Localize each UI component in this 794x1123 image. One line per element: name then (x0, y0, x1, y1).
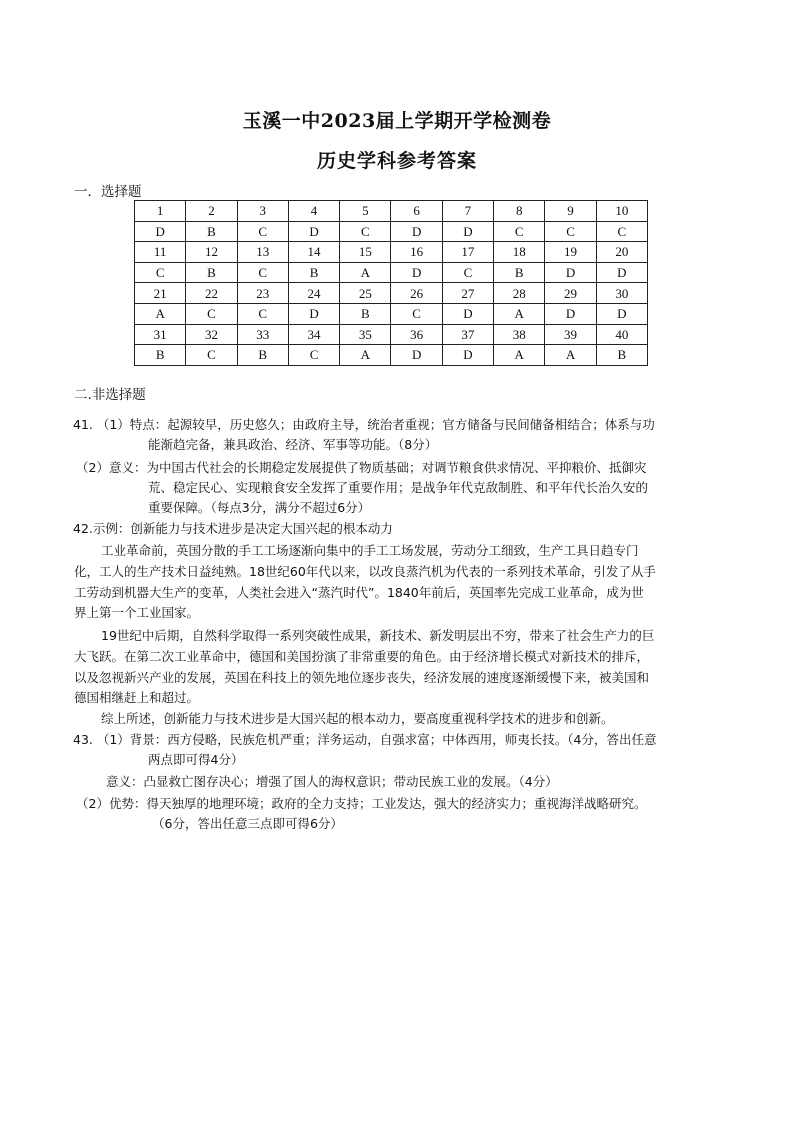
answer-key-row (135, 221, 648, 242)
answer-line: 德国相继赶上和超过。 (74, 690, 200, 705)
question-number-cell: 28 (494, 283, 545, 304)
answer-key-cell: C (237, 262, 288, 283)
question-number-cell: 34 (288, 324, 339, 345)
answer-key-cell: B (186, 262, 237, 283)
answer-key-cell: D (442, 221, 493, 242)
question-number-cell: 11 (135, 242, 186, 263)
question-number-cell: 16 (391, 242, 442, 263)
question-number-cell: 4 (288, 201, 339, 222)
question-number-cell: 13 (237, 242, 288, 263)
answer-key-cell: C (237, 221, 288, 242)
answer-key-cell: D (545, 303, 596, 324)
answer-line: 两点即可得4分） (148, 752, 244, 767)
answer-line: 43. （1）背景：西方侵略，民族危机严重；洋务运动，自强求富；中体西用，师夷长技。（4分，答出任意 (73, 732, 657, 747)
question-number-cell: 22 (186, 283, 237, 304)
answer-key-cell: B (596, 345, 647, 366)
answer-line: （6分，答出任意三点即可得6分） (152, 816, 343, 831)
question-number-cell: 2 (186, 201, 237, 222)
question-number-cell: 30 (596, 283, 647, 304)
question-number-cell: 32 (186, 324, 237, 345)
answer-key-cell: A (545, 345, 596, 366)
question-number-cell: 31 (135, 324, 186, 345)
answer-line: 意义：凸显救亡图存决心；增强了国人的海权意识；带动民族工业的发展。（4分） (106, 774, 558, 789)
answer-key-cell: C (442, 262, 493, 283)
answer-key-cell: A (135, 303, 186, 324)
answer-key-cell: C (494, 221, 545, 242)
answer-key-cell: D (442, 345, 493, 366)
question-number-cell: 29 (545, 283, 596, 304)
answer-key-cell: C (237, 303, 288, 324)
question-number-cell: 3 (237, 201, 288, 222)
question-number-cell: 9 (545, 201, 596, 222)
answer-key-cell: B (186, 221, 237, 242)
answer-key-row (135, 345, 648, 366)
question-number-cell: 17 (442, 242, 493, 263)
question-number-cell: 36 (391, 324, 442, 345)
answer-line: 重要保障。（每点3分，满分不超过6分） (148, 500, 371, 515)
answer-key-cell: B (494, 262, 545, 283)
answer-table (134, 200, 648, 366)
answer-key-cell: C (391, 303, 442, 324)
question-number-cell: 10 (596, 201, 647, 222)
answer-line: 以及忽视新兴产业的发展，英国在科技上的领先地位逐步丧失，经济发展的速度逐渐缓慢下来，被美国和 (74, 670, 650, 685)
question-number-cell: 15 (340, 242, 391, 263)
answer-key-cell: C (545, 221, 596, 242)
answer-line: 综上所述，创新能力与技术进步是大国兴起的根本动力，要高度重视科学技术的进步和创新。 (101, 711, 614, 726)
answer-line: 41. （1）特点：起源较早，历史悠久；由政府主导，统治者重视；官方储备与民间储备相结合；体系与功 (73, 417, 655, 432)
answer-key-cell: A (494, 303, 545, 324)
question-number-row (135, 324, 648, 345)
answer-key-cell: A (340, 345, 391, 366)
answer-key-cell: D (288, 221, 339, 242)
answer-key-cell: D (288, 303, 339, 324)
answer-line: 化，工人的生产技术日益纯熟。18世纪60年代以来，以改良蒸汽机为代表的一系列技术革命，引发了从手 (74, 564, 656, 579)
answer-key-row (135, 303, 648, 324)
answer-key-cell: A (340, 262, 391, 283)
question-number-cell: 7 (442, 201, 493, 222)
answer-key-cell: C (340, 221, 391, 242)
answer-key-cell: B (288, 262, 339, 283)
question-number-cell: 20 (596, 242, 647, 263)
answer-line: 界上第一个工业国家。 (74, 605, 200, 620)
answer-line: 能渐趋完备，兼具政治、经济、军事等功能。（8分） (148, 437, 438, 452)
question-number-cell: 25 (340, 283, 391, 304)
question-number-cell: 40 (596, 324, 647, 345)
answer-key-cell: C (288, 345, 339, 366)
question-number-row (135, 201, 648, 222)
answer-key-cell: D (391, 221, 442, 242)
section-label-choice: 一．选择题 (74, 184, 142, 200)
question-number-cell: 6 (391, 201, 442, 222)
question-number-cell: 8 (494, 201, 545, 222)
page-title: 玉溪一中2023届上学期开学检测卷 (242, 110, 552, 132)
question-number-cell: 14 (288, 242, 339, 263)
answer-key-cell: C (596, 221, 647, 242)
section-label-essay: 二.非选择题 (74, 387, 146, 403)
answer-line: 大飞跃。在第二次工业革命中，德国和美国扮演了非常重要的角色。由于经济增长模式对新技术的排斥， (74, 649, 650, 664)
page-subtitle: 历史学科参考答案 (316, 150, 477, 172)
question-number-cell: 24 (288, 283, 339, 304)
answer-key-cell: B (237, 345, 288, 366)
question-number-cell: 21 (135, 283, 186, 304)
answer-key-row (135, 262, 648, 283)
question-number-cell: 12 (186, 242, 237, 263)
question-number-cell: 26 (391, 283, 442, 304)
question-number-cell: 19 (545, 242, 596, 263)
answer-line: （2）意义：为中国古代社会的长期稳定发展提供了物质基础；对调节粮食供求情况、平抑粮价、抵御灾 (76, 460, 647, 475)
answer-key-cell: C (135, 262, 186, 283)
question-number-cell: 27 (442, 283, 493, 304)
answer-line: 荒、稳定民心、实现粮食安全发挥了重要作用；是战争年代克敌制胜、和平年代长治久安的 (148, 480, 649, 495)
question-number-cell: 1 (135, 201, 186, 222)
answer-key-cell: D (442, 303, 493, 324)
answer-key-cell: B (135, 345, 186, 366)
answer-line: （2）优势：得天独厚的地理环境；政府的全力支持；工业发达，强大的经济实力；重视海洋战略研究。 (76, 796, 647, 811)
answer-line: 工业革命前，英国分散的手工工场逐渐向集中的手工工场发展，劳动分工细致，生产工具日趋专门 (101, 543, 639, 558)
answer-key-cell: B (340, 303, 391, 324)
answer-key-cell: D (391, 345, 442, 366)
answer-key-cell: A (494, 345, 545, 366)
question-number-cell: 35 (340, 324, 391, 345)
question-number-row (135, 283, 648, 304)
answer-line: 工劳动到机器大生产的变革，人类社会进入“蒸汽时代”。1840年前后，英国率先完成工业革命，成为世 (74, 585, 644, 600)
answer-key-cell: D (596, 262, 647, 283)
question-number-row (135, 242, 648, 263)
question-number-cell: 37 (442, 324, 493, 345)
question-number-cell: 23 (237, 283, 288, 304)
question-number-cell: 5 (340, 201, 391, 222)
answer-key-cell: D (391, 262, 442, 283)
answer-key-cell: C (186, 303, 237, 324)
question-number-cell: 18 (494, 242, 545, 263)
question-number-cell: 39 (545, 324, 596, 345)
answer-key-cell: D (545, 262, 596, 283)
answer-line: 19世纪中后期，自然科学取得一系列突破性成果，新技术、新发明层出不穷，带来了社会生产力的巨 (101, 628, 655, 643)
answer-key-cell: D (596, 303, 647, 324)
question-number-cell: 33 (237, 324, 288, 345)
question-number-cell: 38 (494, 324, 545, 345)
answer-key-cell: C (186, 345, 237, 366)
answer-line: 42.示例：创新能力与技术进步是决定大国兴起的根本动力 (73, 521, 393, 536)
answer-key-cell: D (135, 221, 186, 242)
